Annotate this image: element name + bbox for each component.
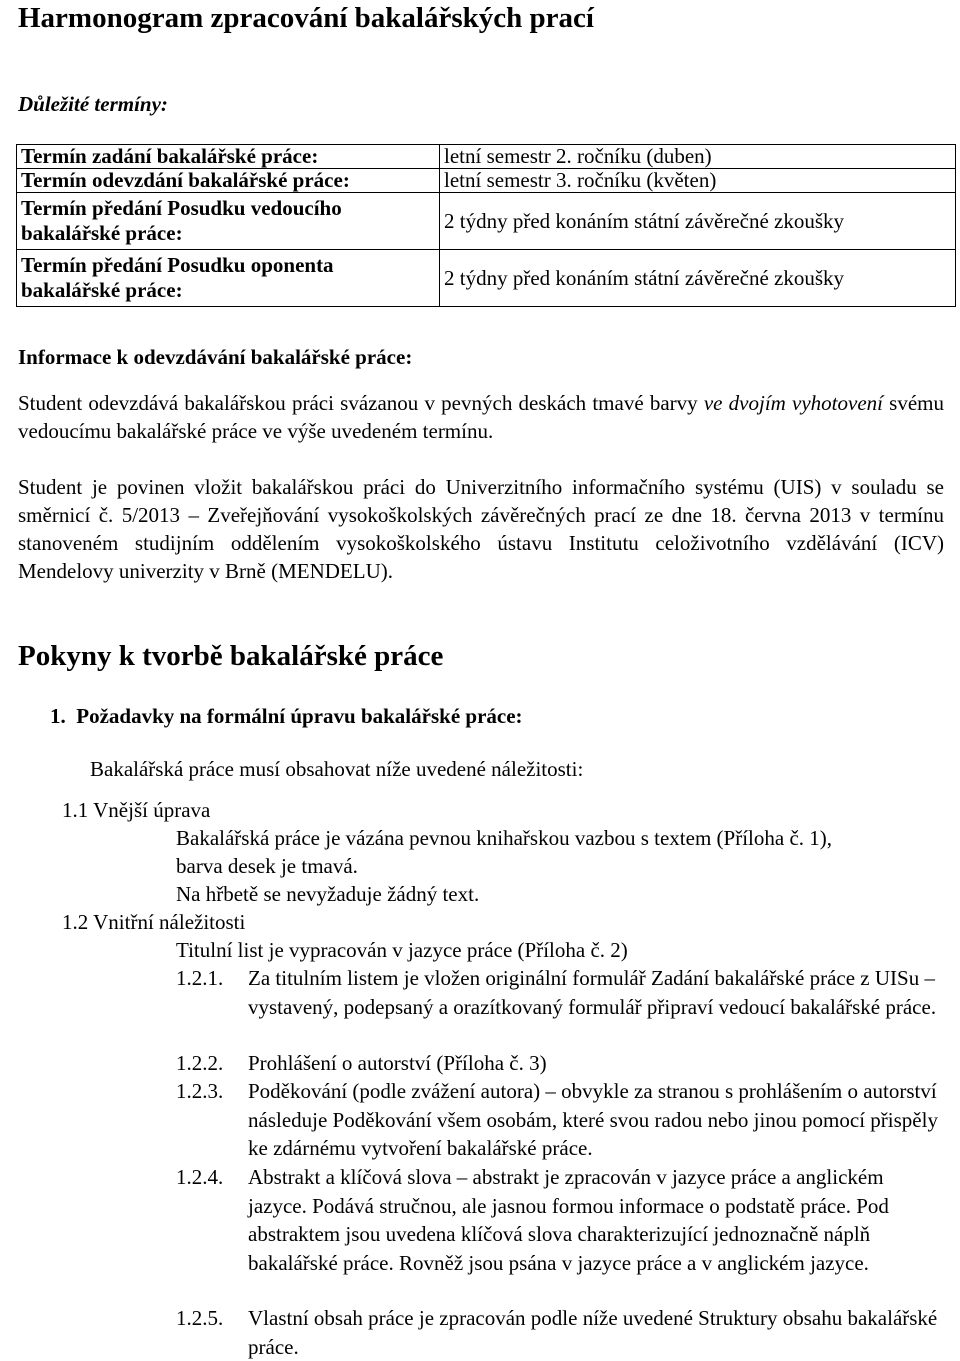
item-number: 1.2.1. — [176, 966, 224, 990]
p1-text-end: svému vedoucímu bakalářské práce ve výše uvedeném termínu. — [18, 391, 945, 443]
terms-table — [16, 144, 956, 307]
section-1-heading — [50, 704, 523, 729]
table-row — [17, 145, 956, 169]
subsection-1-1-heading — [62, 796, 210, 824]
item-text: Abstrakt a klíčová slova – abstrakt je zpracován v jazyce práce a anglickém jazyce. Podává stručnou, ale jasnou formou informace o podstatě práce. Pod abstraktem jsou uvedena klíčová slova charakterizující jednoznačně náplň bakalářské práce. Rovněž jsou psána v jazyce práce a v anglickém jazyce. — [248, 1165, 889, 1275]
guidelines-heading: Pokyny k tvorbě bakalářské práce — [18, 640, 444, 672]
subsection-title: Vnější úprava — [93, 798, 211, 822]
page-title: Harmonogram zpracování bakalářských prací — [18, 2, 594, 34]
item-text: Vlastní obsah práce je zpracován podle níže uvedené Struktury obsahu bakalářské práce. — [248, 1306, 938, 1359]
item-number: 1.2.2. — [176, 1051, 224, 1075]
section-1-title: Požadavky na formální úpravu bakalářské práce: — [76, 704, 523, 728]
important-dates-label: Důležité termíny: — [18, 92, 168, 116]
table-row — [17, 193, 956, 250]
outer-binding-line: Bakalářská práce je vázána pevnou knihařskou vazbou s textem (Příloha č. 1), — [176, 826, 833, 850]
p1-emphasis: ve dvojím vyhotovení — [703, 391, 883, 415]
subsection-title: Vnitřní náležitosti — [93, 910, 246, 934]
subsection-number: 1.1 — [62, 798, 89, 822]
item-text: Poděkování (podle zvážení autora) – obvykle za stranou s prohlášením o autorství následuje Poděkování všem osobám, které svou radou nebo jinou pomocí přispěly ke zdárnému vytvoření bakalářské práce. — [248, 1079, 938, 1160]
item-number: 1.2.3. — [176, 1079, 224, 1103]
item-number: 1.2.4. — [176, 1165, 224, 1189]
item-text: Prohlášení o autorství (Příloha č. 3) — [248, 1051, 547, 1075]
table-row — [17, 169, 956, 193]
term-value: letní semestr 2. ročníku (duben) — [440, 145, 956, 169]
submission-paragraph-2: Student je povinen vložit bakalářskou práci do Univerzitního informačního systému (UIS) v souladu se směrnicí č. 5/2013 – Zveřejňování vysokoškolských závěrečných prací ze dne 18. června 2013 v termínu stanoveném studijním oddělením vysokoškolského ústavu Institutu celoživotního vzdělávání (ICV) Mendelovy univerzity v Brně (MENDELU). — [18, 475, 944, 583]
requirements-intro: Bakalářská práce musí obsahovat níže uvedené náležitosti: — [90, 757, 584, 781]
p1-text-start: Student odevzdává bakalářskou práci svázanou v pevných deskách tmavé barvy — [18, 391, 704, 415]
submission-paragraph-1 — [18, 389, 944, 445]
section-1-number: 1. — [50, 704, 66, 728]
term-label: Termín předání Posudku oponenta bakalářské práce: — [17, 250, 440, 307]
outer-binding-line: barva desek je tmavá. — [176, 854, 358, 878]
term-value: 2 týdny před konáním státní závěrečné zkoušky — [440, 193, 956, 250]
item-number: 1.2.5. — [176, 1306, 224, 1330]
term-label: Termín odevzdání bakalářské práce: — [17, 169, 440, 193]
subsection-number: 1.2 — [62, 910, 89, 934]
term-label: Termín předání Posudku vedoucího bakalářské práce: — [17, 193, 440, 250]
table-row — [17, 250, 956, 307]
term-value: letní semestr 3. ročníku (květen) — [440, 169, 956, 193]
term-value: 2 týdny před konáním státní závěrečné zkoušky — [440, 250, 956, 307]
title-page-line: Titulní list je vypracován v jazyce práce (Příloha č. 2) — [176, 938, 628, 962]
item-text: Za titulním listem je vložen originální formulář Zadání bakalářské práce z UISu – vystavený, podepsaný a orazítkovaný formulář připraví vedoucí bakalářské práce. — [248, 966, 937, 1019]
outer-binding-line: Na hřbetě se nevyžaduje žádný text. — [176, 882, 480, 906]
term-label: Termín zadání bakalářské práce: — [17, 145, 440, 169]
subsection-1-2-heading — [62, 908, 245, 936]
submission-info-heading: Informace k odevzdávání bakalářské práce: — [18, 345, 413, 369]
